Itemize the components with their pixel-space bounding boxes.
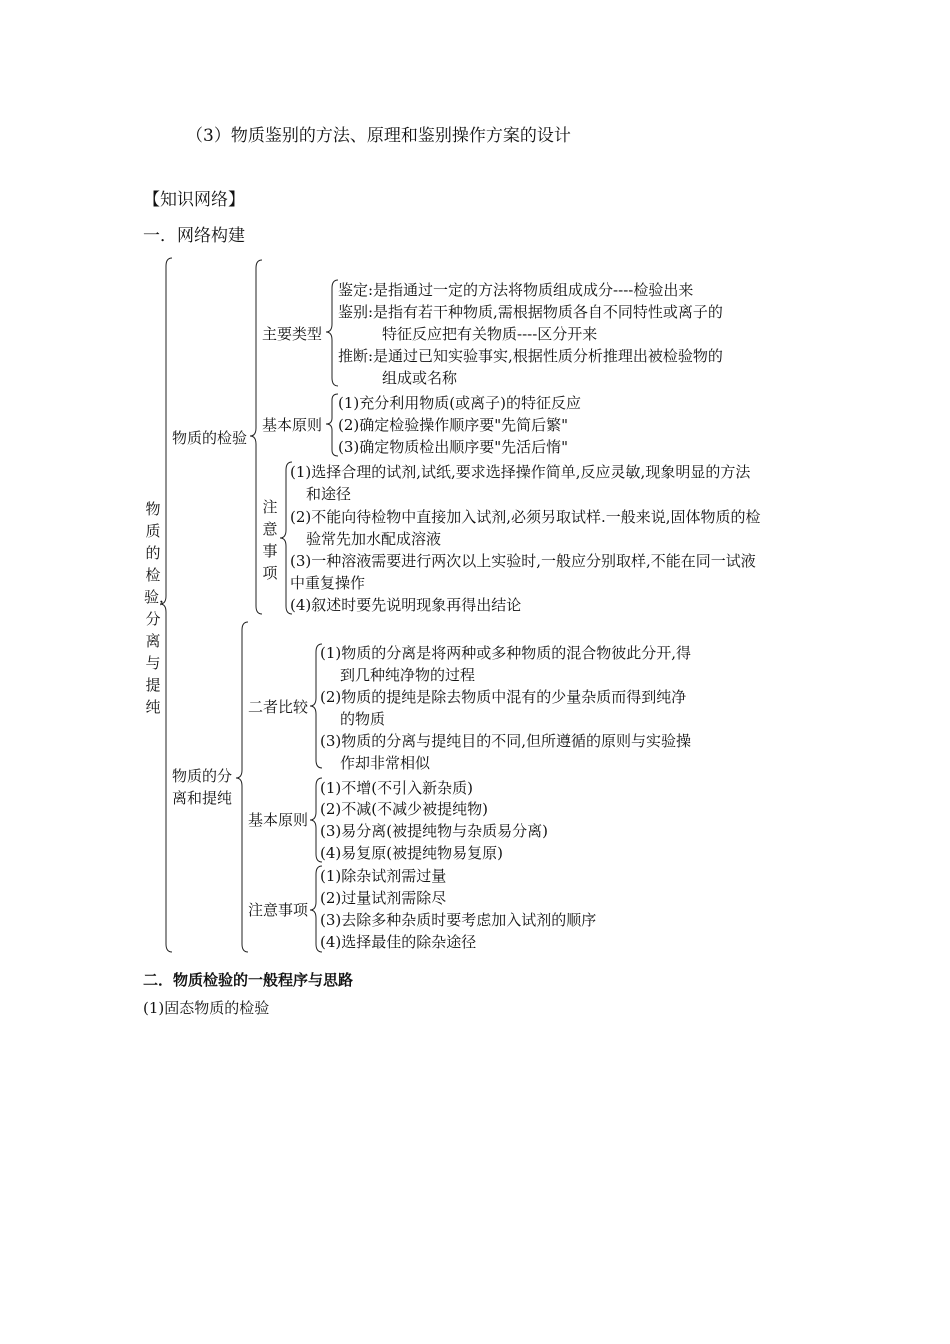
sub-heading-solid-detection: (1)固态物质的检验 xyxy=(143,999,270,1017)
separation-notes-label: 注意事项 xyxy=(248,901,309,919)
types-line: 鉴别:是指有若干种物质,需根据物质各自不同特性或离子的 xyxy=(338,303,723,321)
detection-note-line: (2)不能向待检物中直接加入试剂,必须另取试样.一般来说,固体物质的检 xyxy=(290,508,761,526)
separation-principle-line: (2)不减(不减少被提纯物) xyxy=(320,800,488,818)
compare-line: (3)物质的分离与提纯目的不同,但所遵循的原则与实验操 xyxy=(320,732,692,750)
detection-principle-line: (2)确定检验操作顺序要"先简后繁" xyxy=(338,416,569,434)
detection-note-line: 验常先加水配成溶液 xyxy=(306,530,442,548)
compare-line: 的物质 xyxy=(340,710,386,728)
separation-note-line: (1)除杂试剂需过量 xyxy=(320,867,447,885)
separation-note-line: (3)去除多种杂质时要考虑加入试剂的顺序 xyxy=(320,911,597,929)
compare-line: (1)物质的分离是将两种或多种物质的混合物彼此分开,得 xyxy=(320,644,692,662)
detection-label: 物质的检验 xyxy=(172,429,248,447)
compare-label: 二者比较 xyxy=(248,698,309,716)
separation-principle-line: (3)易分离(被提纯物与杂质易分离) xyxy=(320,822,548,840)
section-knowledge-network: 【知识网络】 xyxy=(143,190,245,210)
separation-note-line: (4)选择最佳的除杂途径 xyxy=(320,933,477,951)
types-line: 推断:是通过已知实验事实,根据性质分析推理出被检验物的 xyxy=(338,347,723,365)
detection-note-line: 和途径 xyxy=(306,485,352,503)
detection-notes-label: 注意事项 xyxy=(262,498,278,582)
separation-principle-line: (4)易复原(被提纯物易复原) xyxy=(320,844,503,862)
heading-general-procedure: 二．物质检验的一般程序与思路 xyxy=(143,971,354,989)
types-line: 鉴定:是指通过一定的方法将物质组成成分----检验出来 xyxy=(338,281,694,299)
separation-label: 离和提纯 xyxy=(172,789,233,807)
compare-line: 到几种纯净物的过程 xyxy=(340,666,476,684)
detection-note-line: (3)一种溶液需要进行两次以上实验时,一般应分别取样,不能在同一试液 xyxy=(290,552,756,570)
detection-principle-line: (3)确定物质检出顺序要"先活后惰" xyxy=(338,438,569,456)
separation-note-line: (2)过量试剂需除尽 xyxy=(320,889,447,907)
separation-principle-line: (1)不增(不引入新杂质) xyxy=(320,779,473,797)
detection-principle-line: (1)充分利用物质(或离子)的特征反应 xyxy=(338,394,581,412)
heading-network-construction: 一．网络构建 xyxy=(143,226,245,246)
detection-note-line: (4)叙述时要先说明现象再得出结论 xyxy=(290,596,522,614)
root-label: 物质的检验，分离与提纯 xyxy=(144,500,175,716)
types-brace xyxy=(326,280,338,386)
separation-label: 物质的分 xyxy=(172,767,233,785)
page-title: （3）物质鉴别的方法、原理和鉴别操作方案的设计 xyxy=(186,126,571,146)
compare-line: (2)物质的提纯是除去物质中混有的少量杂质而得到纯净 xyxy=(320,688,687,706)
detection-principles-label: 基本原则 xyxy=(262,416,323,434)
types-line: 组成或名称 xyxy=(382,369,458,387)
compare-line: 作却非常相似 xyxy=(340,754,431,772)
separation-principles-label: 基本原则 xyxy=(248,811,309,829)
detection-principles-brace xyxy=(326,394,338,456)
separation-brace xyxy=(236,622,248,952)
detection-note-line: (1)选择合理的试剂,试纸,要求选择操作简单,反应灵敏,现象明显的方法 xyxy=(290,463,751,481)
types-line: 特征反应把有关物质----区分开来 xyxy=(382,325,598,343)
detection-note-line: 中重复操作 xyxy=(290,574,366,592)
types-label: 主要类型 xyxy=(262,325,323,343)
